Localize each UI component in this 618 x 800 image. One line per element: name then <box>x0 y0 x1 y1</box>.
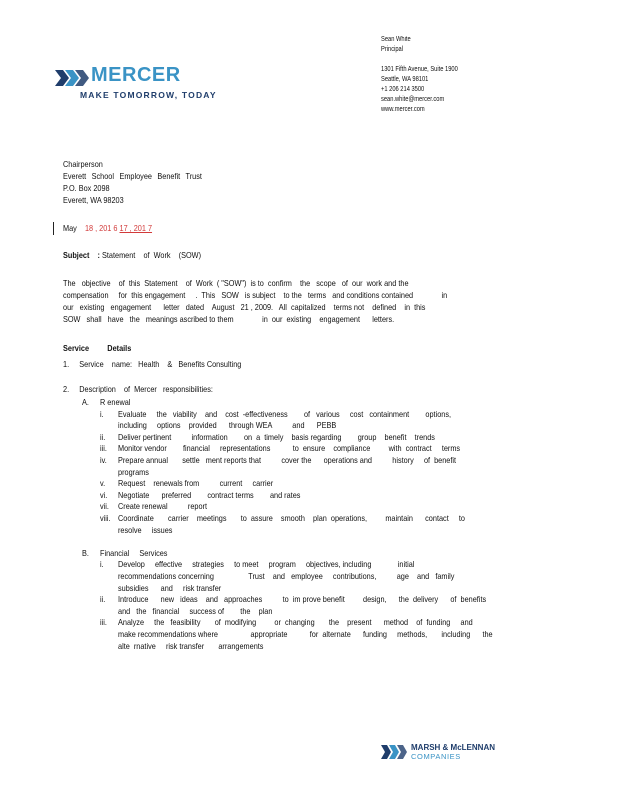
recipient-address <box>63 158 202 206</box>
outline-marker: v. <box>100 478 106 489</box>
outline-marker: iii. <box>100 617 107 628</box>
outline-item-text: recommendations concerning Trust and employee contributions, age and family <box>118 571 455 581</box>
outline-item-text: Negotiate preferred contract terms and rates <box>118 489 301 500</box>
outline-item-text: including options provided through WEA and PEBB <box>118 420 337 431</box>
subject-colon: : <box>97 250 100 260</box>
outline-marker: A. <box>82 397 89 407</box>
outline-marker: i. <box>100 408 104 419</box>
outline-item-text: Monitor vendor financial representations to ensure compliance with contract terms <box>118 443 461 454</box>
outline-item-text: programs <box>118 466 149 477</box>
mercer-tagline: MAKE TOMORROW, TODAY <box>80 90 217 100</box>
revision-bar <box>53 222 54 235</box>
outline-item-text: Deliver pertinent information on a timely basis regarding group benefit trends <box>118 431 435 442</box>
outline-marker: ii. <box>100 431 106 442</box>
contact-name: Sean White <box>381 36 411 43</box>
service-details-heading <box>63 342 131 354</box>
outline-marker: iii. <box>100 443 107 454</box>
contact-title: Principal <box>381 46 404 53</box>
subject-line <box>63 249 201 261</box>
outline-item-text: Evaluate the viability and cost -effectiveness of various cost containment options, <box>118 408 452 419</box>
letter-date <box>63 222 152 234</box>
contact-website[interactable]: www.mercer.com <box>381 106 425 113</box>
outline-item-text: Coordinate carrier meetings to assure smooth plan operations, maintain contact to <box>118 513 465 523</box>
mmc-wordmark-sub: COMPANIES <box>411 752 461 761</box>
outline-section-title: R enewal <box>100 397 131 407</box>
contact-city: Seattle, WA 98101 <box>381 76 429 83</box>
recipient-line: Everett, WA 98203 <box>63 195 124 205</box>
recipient-line: P.O. Box 2098 <box>63 183 110 193</box>
service-item-num: 2. <box>63 384 70 394</box>
outline-item-text: resolve issues <box>118 524 173 535</box>
outline-item-text: Request renewals from current carrier <box>118 478 274 489</box>
date-deleted: 18 , 201 6 <box>84 223 118 233</box>
subject-label: Subject <box>63 250 90 260</box>
outline-item-text: Introduce new ideas and approaches to im prove benefit design, the delivery of benefits <box>118 594 487 605</box>
service-item-2 <box>63 383 213 395</box>
outline-marker: iv. <box>100 455 107 465</box>
service-item-num: 1. <box>63 359 70 369</box>
mercer-wordmark: MERCER <box>91 64 181 86</box>
date-month: May <box>63 223 77 233</box>
outline-item-text: subsidies and risk transfer <box>118 582 222 593</box>
outline-item-text: alte rnative risk transfer arrangements <box>118 640 264 651</box>
outline-item-text: Analyze the feasibility of modifying or changing the present method of funding and <box>118 617 473 628</box>
mercer-logo-mark-icon <box>55 66 95 88</box>
contact-spacer <box>381 55 458 65</box>
mmc-wordmark: MARSH & McLENNAN <box>411 743 495 752</box>
subject-text: Statement of Work (SOW) <box>102 250 202 260</box>
service-item-text: Description of Mercer responsibilities: <box>79 384 213 394</box>
outline-section-title: Financial Services <box>100 547 168 558</box>
service-item-1 <box>63 358 241 370</box>
contact-block <box>381 35 458 115</box>
outline-item-text: make recommendations where appropriate for alternate funding methods, including the <box>118 629 493 639</box>
intro-line: compensation for this engagement . This SOW is subject to the terms and conditions contained in <box>63 290 448 300</box>
intro-line: our existing engagement letter dated August 21 , 2009. All capitalized terms not defined in this <box>63 302 426 312</box>
outline-marker: B. <box>82 547 89 558</box>
outline-marker: vi. <box>100 489 108 500</box>
recipient-line: Everett School Employee Benefit Trust <box>63 171 202 181</box>
contact-address: 1301 Fifth Avenue, Suite 1900 <box>381 66 458 73</box>
outline-item-text: Create renewal report <box>118 501 207 512</box>
intro-line: SOW shall have the meanings ascribed to them in our existing engagement letters. <box>63 314 395 324</box>
outline-item-text: Develop effective strategies to meet program objectives, including initial <box>118 559 415 570</box>
service-heading-a: Service <box>63 343 90 353</box>
outline-marker: i. <box>100 559 104 570</box>
mmc-logo-mark-icon <box>381 743 407 761</box>
service-item-text: Service name: Health & Benefits Consulting <box>79 359 242 369</box>
recipient-line: Chairperson <box>63 159 103 169</box>
service-heading-b: Details <box>107 343 132 353</box>
date-inserted: 17 , 201 7 <box>119 223 153 233</box>
intro-paragraph <box>63 277 545 325</box>
contact-email[interactable]: sean.white@mercer.com <box>381 96 445 103</box>
outline-item-text: and the financial success of the plan <box>118 605 273 616</box>
intro-line: The objective of this Statement of Work ( "SOW") is to confirm the scope of our work and the <box>63 278 409 288</box>
contact-phone: +1 206 214 3500 <box>381 86 425 93</box>
outline-marker: viii. <box>100 513 111 523</box>
outline-marker: ii. <box>100 594 106 605</box>
outline-marker: vii. <box>100 501 109 512</box>
outline-item-text: Prepare annual settle ment reports that cover the operations and history of benefit <box>118 455 457 465</box>
